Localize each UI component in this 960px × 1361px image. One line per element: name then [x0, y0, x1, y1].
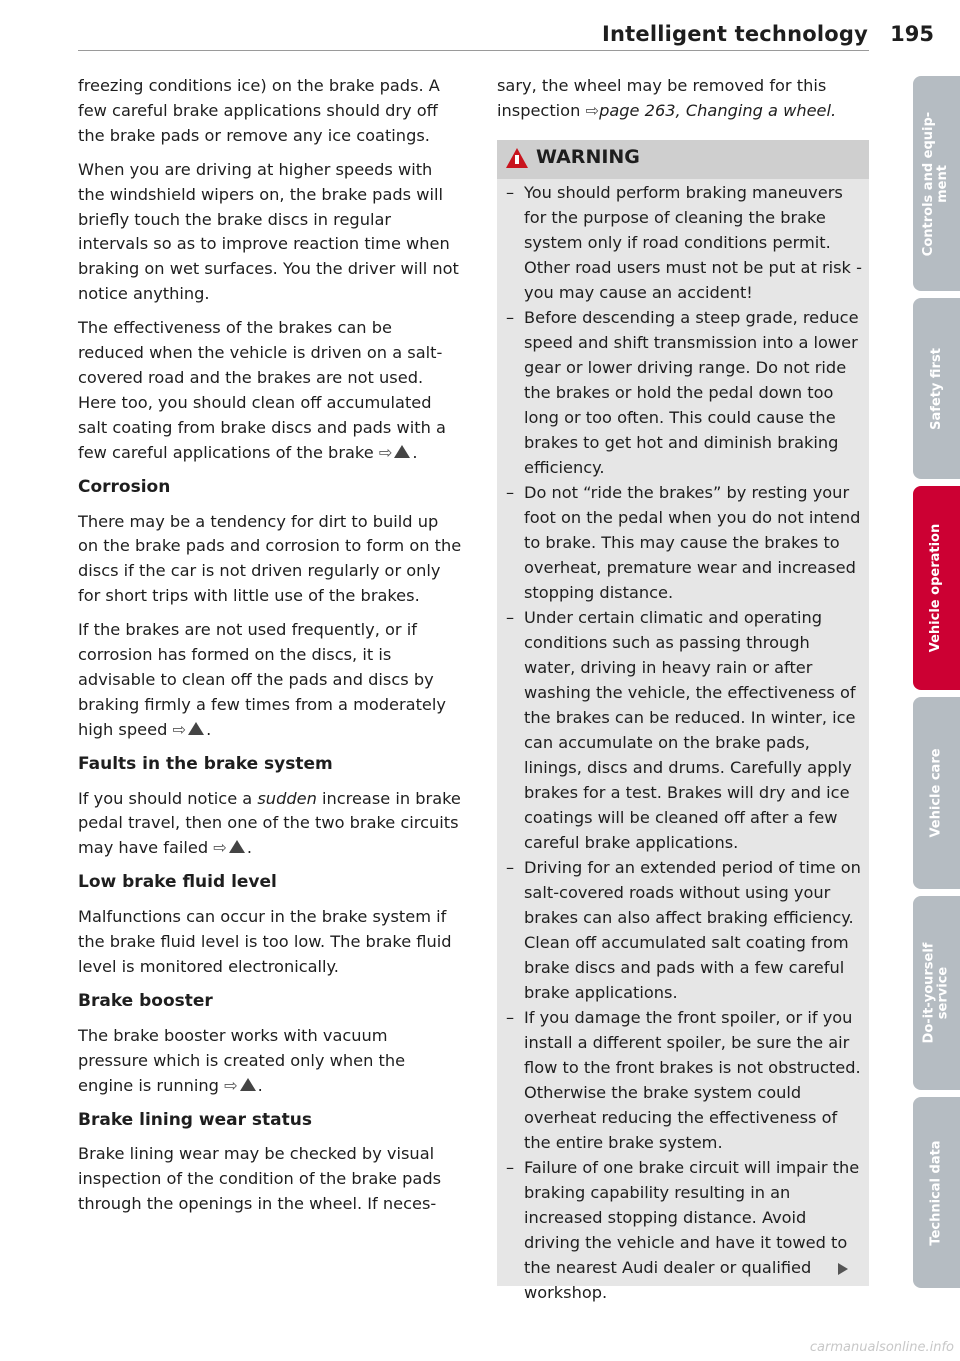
- tab-label: Controls and equip- ment: [921, 111, 951, 256]
- paragraph-freezing: freezing conditions ice) on the brake pads. A few careful brake applications should dry off the brake pads or remove any ice coatings.: [78, 76, 440, 145]
- warning-item: – Driving for an extended period of time on salt-covered roads without using your brakes can also affect braking efficiency. Clean off accumulated salt coating from brake discs and pads with a few careful brake applications.: [506, 855, 862, 1005]
- paragraph-faults: If you should notice a sudden increase in brake pedal travel, then one of the two brake circuits may have failed ⇨ .: [78, 788, 461, 858]
- paragraph-low-fluid: Malfunctions can occur in the brake system if the brake fluid level is too low. The brake fluid level is monitored electronically.: [78, 907, 452, 976]
- page-reference-link[interactable]: page 263, Changing a wheel.: [599, 100, 837, 120]
- ref-arrow-icon: ⇨: [224, 1075, 238, 1095]
- ref-arrow-icon: ⇨: [213, 838, 227, 858]
- tab-do-it-yourself-service[interactable]: [913, 896, 960, 1090]
- header-divider: [78, 50, 869, 51]
- warning-triangle-icon[interactable]: [188, 722, 204, 735]
- ref-arrow-icon: ⇨: [172, 719, 187, 739]
- warning-item: – Failure of one brake circuit will impair the braking capability resulting in an increased stopping distance. Avoid driving the vehicle and have it towed to the nearest Audi dealer or qualified workshop.: [506, 1155, 862, 1305]
- ref-arrow-icon: ⇨: [585, 100, 600, 120]
- warning-triangle-icon[interactable]: [394, 445, 410, 458]
- paragraph-faults-post: increase in brake pedal travel, then one of the two brake circuits may have failed: [78, 788, 461, 858]
- paragraph-clean-discs-text: If the brakes are not used frequently, or if corrosion has formed on the discs, it is advisable to clean off the pads and discs by braking firmly a few times from a moderately high speed: [78, 620, 446, 739]
- right-column-intro: [497, 74, 869, 124]
- heading-lining-wear: Brake lining wear status: [78, 1109, 312, 1130]
- heading-booster: Brake booster: [78, 990, 213, 1011]
- paragraph-salt: The effectiveness of the brakes can be reduced when the vehicle is driven on a salt-covered road and the brakes are not used. Here too, you should clean off accumulated salt coating from brake discs and pads with a few careful applications of the brake ⇨ .: [78, 318, 446, 462]
- tab-controls-and-equipment[interactable]: [913, 76, 960, 291]
- page-number: 195: [890, 22, 934, 46]
- continued-arrow-icon: [838, 1263, 848, 1275]
- warning-item: – Before descending a steep grade, reduce speed and shift transmission into a lower gear or lower driving range. Do not ride the brakes or hold the pedal down too long or too often. This could cause the brakes to get hot and diminish braking efficiency.: [506, 305, 862, 480]
- running-header-title: Intelligent technology: [601, 22, 868, 46]
- tab-vehicle-care[interactable]: [913, 697, 960, 889]
- tab-label: Vehicle operation: [928, 523, 944, 653]
- paragraph-booster-text: The brake booster works with vacuum pressure which is created only when the engine is running: [78, 1025, 406, 1095]
- heading-faults: Faults in the brake system: [78, 753, 333, 774]
- warning-item: – You should perform braking maneuvers for the purpose of cleaning the brake system only if road conditions permit. Other road users must not be put at risk - you may cause an accident!: [506, 180, 862, 305]
- warning-triangle-icon[interactable]: [229, 840, 245, 853]
- ref-arrow-icon: ⇨: [378, 442, 393, 462]
- tab-label: Do-it-yourself service: [921, 942, 951, 1044]
- warning-exclamation-mark: [515, 155, 519, 164]
- warning-title: WARNING: [536, 146, 640, 168]
- left-column: [78, 74, 462, 1226]
- tab-vehicle-operation[interactable]: [913, 486, 960, 690]
- warning-item: – If you damage the front spoiler, or if you install a different spoiler, be sure the air flow to the front brakes is not obstructed. Otherwise the brake system could overheat reducing the effectiveness of the entire brake system.: [506, 1005, 862, 1155]
- paragraph-lining-wear: Brake lining wear may be checked by visual inspection of the condition of the brake pads through the openings in the wheel. If neces-: [78, 1144, 442, 1214]
- paragraph-wipers: When you are driving at higher speeds with the windshield wipers on, the brake pads will briefly touch the brake discs in regular intervals so as to improve reaction time when braking on wet surfaces. You the driver will not notice anything.: [78, 159, 459, 304]
- tab-label: Vehicle care: [928, 748, 944, 838]
- paragraph-faults-pre: If you should notice a: [78, 788, 253, 808]
- warning-item: – Do not “ride the brakes” by resting your foot on the pedal when you do not intend to brake. This may cause the brakes to overheat, premature wear and increased stopping distance.: [506, 480, 862, 605]
- paragraph-booster: The brake booster works with vacuum pressure which is created only when the engine is running ⇨ .: [78, 1025, 406, 1095]
- tab-label: Technical data: [928, 1139, 944, 1246]
- heading-corrosion: Corrosion: [78, 476, 171, 497]
- warning-item: – Under certain climatic and operating conditions such as passing through water, driving in heavy rain or after washing the vehicle, the effectiveness of the brakes can be reduced. In winter, ice can accumulate on the brake pads, linings, discs and drums. Carefully apply brakes for a test. Brakes will dry and ice coatings will be cleaned off after a few careful brake applications.: [506, 605, 862, 855]
- tab-label: Safety first: [928, 347, 944, 430]
- paragraph-removal: [497, 74, 869, 124]
- warning-triangle-icon[interactable]: [240, 1078, 256, 1091]
- tab-safety-first[interactable]: [913, 298, 960, 479]
- warning-list: [506, 180, 862, 1305]
- paragraph-faults-emphasis: sudden: [257, 788, 317, 808]
- paragraph-salt-text: The effectiveness of the brakes can be reduced when the vehicle is driven on a salt-covered road and the brakes are not used. Here too, you should clean off accumulated salt coating from brake discs and pads with a few careful applications of the brake: [78, 318, 446, 462]
- watermark: carmanualsonline.info: [809, 1340, 954, 1355]
- tab-technical-data[interactable]: [913, 1097, 960, 1288]
- heading-low-fluid: Low brake fluid level: [78, 872, 277, 893]
- paragraph-clean-discs: If the brakes are not used frequently, or if corrosion has formed on the discs, it is advisable to clean off the pads and discs by braking firmly a few times from a moderately high speed ⇨ .: [78, 620, 446, 739]
- paragraph-removal-text: sary, the wheel may be removed for this inspection: [497, 76, 827, 120]
- paragraph-corrosion: There may be a tendency for dirt to build up on the brake pads and corrosion to form on the discs if the car is not driven regularly or only for short trips with little use of the brakes.: [78, 511, 462, 606]
